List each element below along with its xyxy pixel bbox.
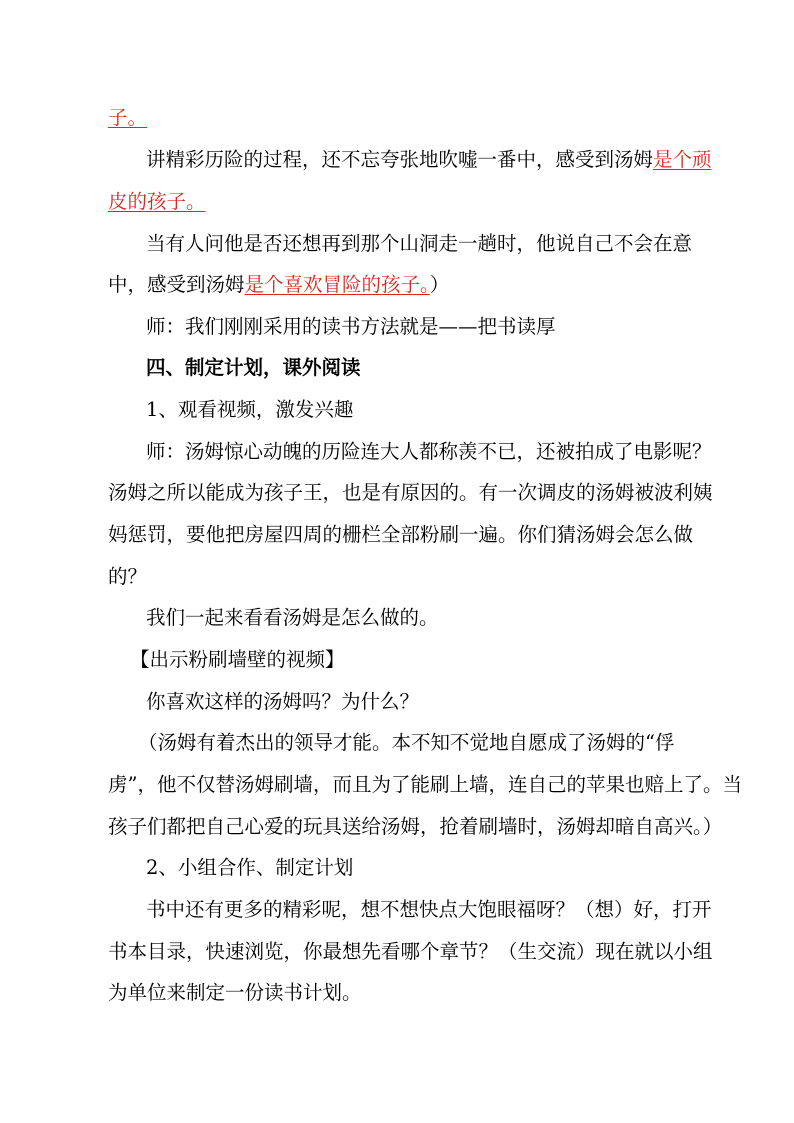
paragraph-line: 【出示粉刷墙壁的视频】 — [130, 648, 345, 671]
paragraph-line: 书本目录，快速浏览，你最想先看哪个章节？（生交流）现在就以小组 — [108, 940, 713, 963]
paragraph-line: 孩子们都把自己心爱的玩具送给汤姆，抢着刷墙时，汤姆却暗自高兴。） — [108, 815, 723, 838]
section-heading: 四、制定计划，课外阅读 — [146, 356, 361, 379]
paragraph-line: （汤姆有着杰出的领导才能。本不知不觉地自愿成了汤姆的“俘 — [138, 731, 675, 754]
paragraph-line: 书中还有更多的精彩呢，想不想快点大饱眼福呀？（想）好，打开 — [146, 898, 712, 921]
paragraph-line: 的？ — [108, 565, 148, 588]
highlighted-text: 皮的孩子。 — [108, 190, 206, 213]
text: ） — [429, 273, 450, 296]
text: 讲精彩历险的过程，还不忘夸张地吹嘘一番中，感受到汤姆 — [146, 148, 654, 171]
paragraph-line: 汤姆之所以能成为孩子王，也是有原因的。有一次调皮的汤姆被波利姨 — [108, 481, 713, 504]
paragraph-line — [108, 181, 694, 223]
paragraph-line: 为单位来制定一份读书计划。 — [108, 981, 362, 1004]
paragraph-line: 师：我们刚刚采用的读书方法就是——把书读厚 — [146, 315, 556, 338]
paragraph-line — [108, 264, 694, 306]
highlighted-text: 是个喜欢冒险的孩子。 — [244, 273, 430, 296]
highlighted-text: 是个顽 — [653, 148, 712, 171]
paragraph-line: 我们一起来看看汤姆是怎么做的。 — [146, 606, 439, 629]
paragraph-line — [108, 97, 694, 139]
paragraph-line: 当有人问他是否还想再到那个山洞走一趟时，他说自己不会在意 — [146, 232, 693, 255]
paragraph-line: 师：汤姆惊心动魄的历险连大人都称羡不已，还被拍成了电影呢？ — [146, 440, 712, 463]
paragraph-line: 你喜欢这样的汤姆吗？为什么？ — [146, 690, 420, 713]
highlighted-text: 子。 — [108, 106, 148, 129]
paragraph-line: 妈惩罚，要他把房屋四周的栅栏全部粉刷一遍。你们猜汤姆会怎么做 — [108, 523, 694, 546]
subsection-heading: 2、小组合作、制定计划 — [146, 856, 354, 879]
subsection-heading: 1、观看视频，激发兴趣 — [146, 398, 354, 421]
text: 中，感受到汤姆 — [108, 273, 245, 296]
paragraph-line: 虏”，他不仅替汤姆刷墙，而且为了能刷上墙，连自己的苹果也赔上了。当 — [108, 773, 742, 796]
paragraph-line — [108, 139, 712, 181]
